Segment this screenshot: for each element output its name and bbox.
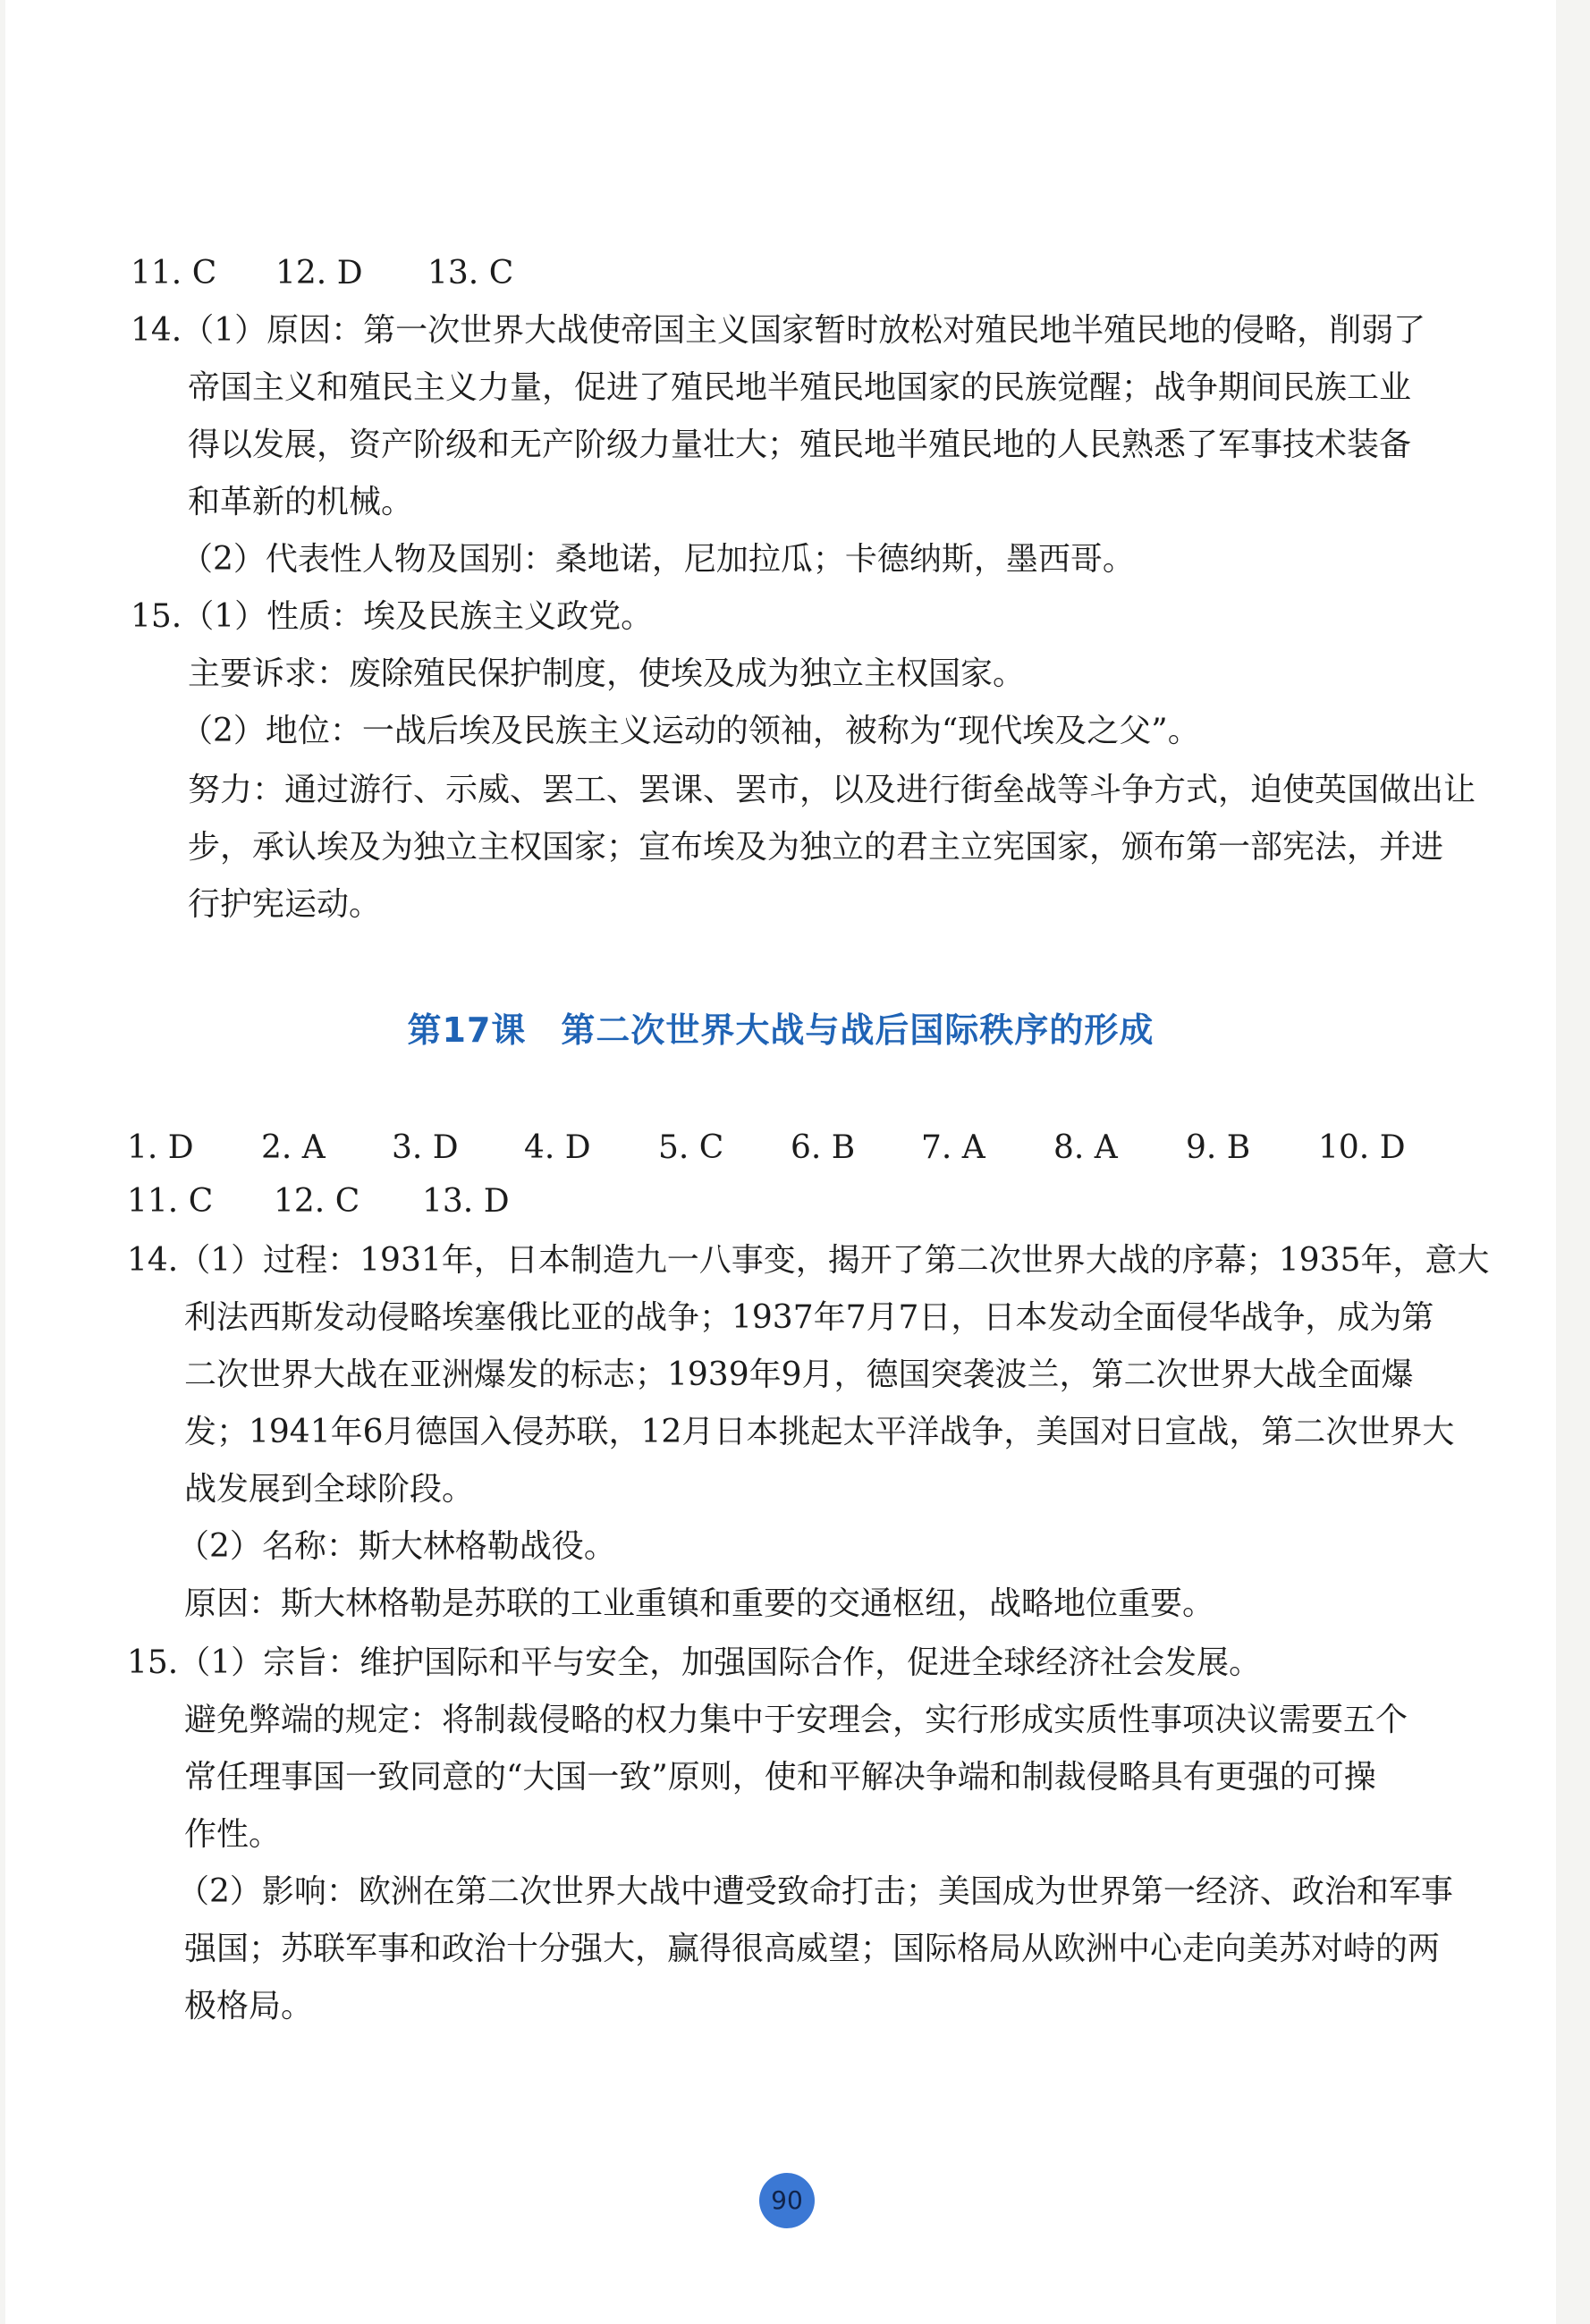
text-line: 二次世界大战在亚洲爆发的标志；1939年9月，德国突袭波兰，第二次世界大战全面爆 — [184, 1356, 1414, 1393]
text-line: 强国；苏联军事和政治十分强大，赢得很高威望；国际格局从欧洲中心走向美苏对峙的两 — [184, 1931, 1441, 1967]
answer-item: 13. C — [427, 255, 514, 292]
answer-item: 13. D — [422, 1183, 510, 1220]
text-line: 行护宪运动。 — [188, 886, 382, 923]
text-line: 14.（1）过程：1931年，日本制造九一八事变，揭开了第二次世界大战的序幕；1935年，意大 — [127, 1242, 1490, 1279]
answer-item: 6. B — [791, 1129, 856, 1166]
answer-item: 11. C — [131, 255, 217, 292]
page-number: 90 — [759, 2173, 815, 2228]
text-line: 常任理事国一致同意的“大国一致”原则，使和平解决争端和制裁侵略具有更强的可操 — [184, 1759, 1376, 1796]
answer-item: 1. D — [127, 1129, 194, 1166]
text-line: 努力：通过游行、示威、罢工、罢课、罢市，以及进行街垒战等斗争方式，迫使英国做出让 — [188, 772, 1476, 808]
answer-item: 8. A — [1053, 1129, 1118, 1166]
answer-item: 3. D — [392, 1129, 459, 1166]
answer-item: 9. B — [1186, 1129, 1251, 1166]
answer-item: 12. C — [274, 1183, 360, 1220]
text-line: （2）名称：斯大林格勒战役。 — [177, 1528, 616, 1565]
text-line: 战发展到全球阶段。 — [184, 1471, 475, 1508]
answer-item: 10. D — [1318, 1129, 1406, 1166]
section-title: 第17课 第二次世界大战与战后国际秩序的形成 — [407, 1010, 1154, 1050]
answer-item: 12. D — [275, 255, 363, 292]
answer-item: 4. D — [524, 1129, 591, 1166]
text-line: 避免弊端的规定：将制裁侵略的权力集中于安理会，实行形成实质性事项决议需要五个 — [184, 1702, 1408, 1738]
answer-item: 7. A — [921, 1129, 985, 1166]
text-line: （2）地位：一战后埃及民族主义运动的领袖，被称为“现代埃及之父”。 — [181, 713, 1200, 749]
text-line: 15.（1）性质：埃及民族主义政党。 — [131, 598, 654, 635]
text-line: 利法西斯发动侵略埃塞俄比亚的战争；1937年7月7日，日本发动全面侵华战争，成为第 — [184, 1299, 1434, 1336]
answer-item: 5. C — [658, 1129, 724, 1166]
text-line: 步，承认埃及为独立主权国家；宣布埃及为独立的君主立宪国家，颁布第一部宪法，并进 — [188, 829, 1444, 866]
text-line: 14.（1）原因：第一次世界大战使帝国主义国家暂时放松对殖民地半殖民地的侵略，削弱了 — [131, 312, 1426, 349]
text-line: 主要诉求：废除殖民保护制度，使埃及成为独立主权国家。 — [188, 655, 1026, 692]
text-line: 得以发展，资产阶级和无产阶级力量壮大；殖民地半殖民地的人民熟悉了军事技术装备 — [188, 427, 1412, 463]
answer-page — [5, 0, 1556, 2324]
text-line: （2）影响：欧洲在第二次世界大战中遭受致命打击；美国成为世界第一经济、政治和军事 — [177, 1873, 1453, 1910]
answer-item: 2. A — [261, 1129, 326, 1166]
text-line: 原因：斯大林格勒是苏联的工业重镇和重要的交通枢纽，战略地位重要。 — [184, 1585, 1215, 1622]
text-line: 和革新的机械。 — [188, 484, 414, 520]
answer-item: 11. C — [127, 1183, 214, 1220]
text-line: 15.（1）宗旨：维护国际和平与安全，加强国际合作，促进全球经济社会发展。 — [127, 1644, 1262, 1681]
text-line: 帝国主义和殖民主义力量，促进了殖民地半殖民地国家的民族觉醒；战争期间民族工业 — [188, 369, 1412, 406]
text-line: 作性。 — [184, 1816, 282, 1853]
text-line: 发；1941年6月德国入侵苏联，12月日本挑起太平洋战争，美国对日宣战，第二次世界大 — [184, 1414, 1455, 1450]
text-line: 极格局。 — [184, 1988, 314, 2024]
text-line: （2）代表性人物及国别：桑地诺，尼加拉瓜；卡德纳斯，墨西哥。 — [181, 541, 1135, 578]
